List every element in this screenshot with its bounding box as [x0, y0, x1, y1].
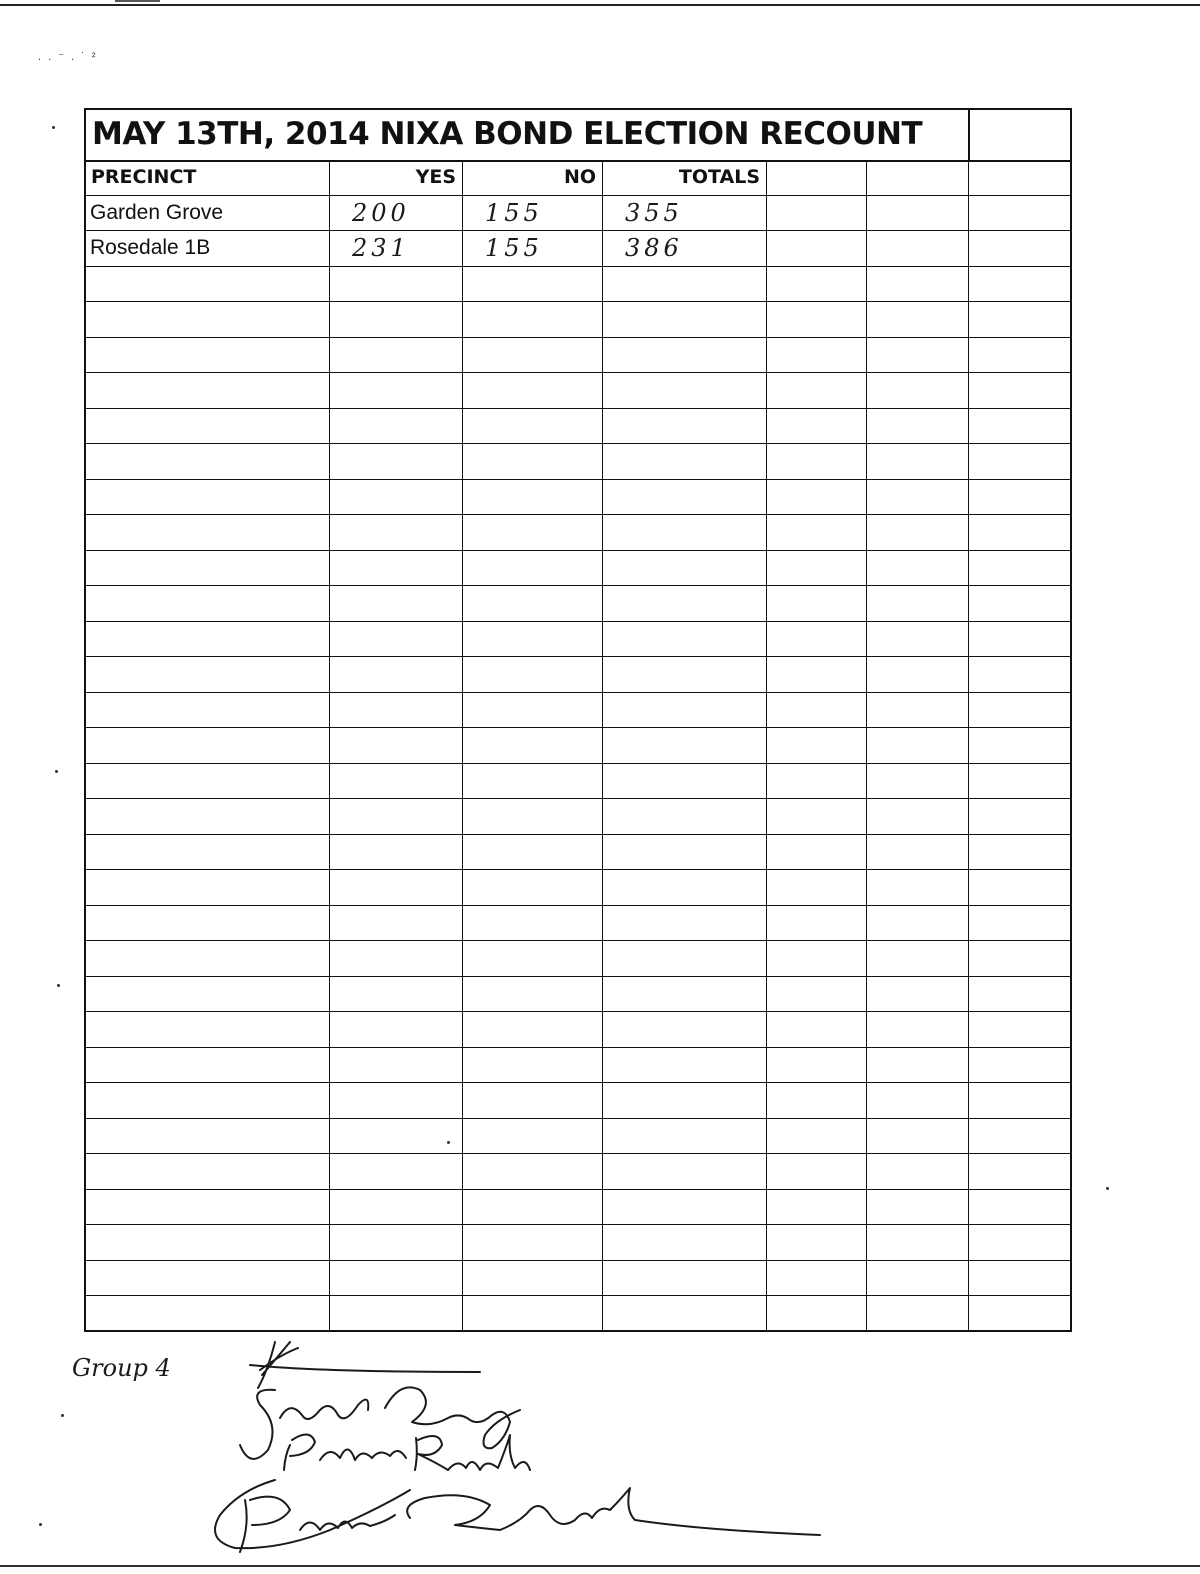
sheet-title: MAY 13TH, 2014 NIXA BOND ELECTION RECOUNT	[92, 116, 923, 152]
blank-cell	[330, 586, 463, 621]
blank-cell	[330, 835, 463, 870]
blank-cell	[969, 941, 1070, 976]
blank-cell	[463, 1154, 603, 1189]
blank-cell	[463, 515, 603, 550]
blank-cell	[867, 267, 969, 302]
blank-cell	[86, 1083, 330, 1118]
empty-table-row	[86, 906, 1070, 942]
blank-cell	[767, 1261, 867, 1296]
blank-cell	[463, 1296, 603, 1331]
blank-cell	[969, 267, 1070, 302]
blank-cell	[463, 1261, 603, 1296]
empty-table-row	[86, 267, 1070, 303]
column-header-no: NO	[463, 160, 603, 195]
total-count-cell: 355	[603, 196, 767, 231]
blank-cell	[969, 231, 1070, 266]
blank-cell	[603, 1154, 767, 1189]
empty-table-row	[86, 870, 1070, 906]
blank-cell	[867, 480, 969, 515]
blank-cell	[969, 1119, 1070, 1154]
empty-table-row	[86, 693, 1070, 729]
blank-cell	[867, 1261, 969, 1296]
blank-cell	[867, 586, 969, 621]
blank-cell	[330, 870, 463, 905]
initials-mark	[250, 1342, 480, 1388]
blank-cell	[463, 338, 603, 373]
empty-table-row	[86, 373, 1070, 409]
blank-cell	[969, 693, 1070, 728]
signature-patrick-rush	[284, 1434, 530, 1470]
blank-cell	[86, 444, 330, 479]
blank-cell	[330, 338, 463, 373]
recount-tally-sheet	[84, 108, 1072, 1332]
empty-table-row	[86, 835, 1070, 871]
empty-table-row	[86, 409, 1070, 445]
column-header-totals: TOTALS	[603, 160, 767, 195]
precinct-cell: Garden Grove	[86, 196, 330, 231]
blank-cell	[969, 728, 1070, 763]
blank-cell	[330, 1190, 463, 1225]
blank-cell	[767, 835, 867, 870]
empty-table-row	[86, 657, 1070, 693]
blank-cell	[867, 231, 969, 266]
blank-cell	[969, 1048, 1070, 1083]
empty-table-row	[86, 1190, 1070, 1226]
blank-cell	[463, 1119, 603, 1154]
blank-cell	[969, 338, 1070, 373]
blank-cell	[969, 1190, 1070, 1225]
blank-cell	[330, 409, 463, 444]
blank-cell	[767, 799, 867, 834]
blank-cell	[867, 1012, 969, 1047]
blank-cell	[767, 1190, 867, 1225]
blank-cell	[867, 373, 969, 408]
blank-cell	[603, 906, 767, 941]
blank-cell	[463, 1083, 603, 1118]
blank-cell	[463, 1225, 603, 1260]
empty-table-row	[86, 551, 1070, 587]
blank-cell	[767, 1048, 867, 1083]
blank-cell	[969, 1012, 1070, 1047]
blank-cell	[86, 728, 330, 763]
blank-cell	[86, 267, 330, 302]
blank-cell	[86, 1048, 330, 1083]
blank-cell	[767, 941, 867, 976]
blank-cell	[603, 444, 767, 479]
empty-table-row	[86, 444, 1070, 480]
column-header-precinct: PRECINCT	[86, 160, 330, 195]
blank-cell	[86, 906, 330, 941]
blank-cell	[463, 1190, 603, 1225]
blank-cell	[86, 941, 330, 976]
blank-header-cell	[867, 160, 969, 195]
blank-cell	[969, 409, 1070, 444]
blank-cell	[86, 302, 330, 337]
blank-cell	[867, 835, 969, 870]
blank-cell	[767, 728, 867, 763]
empty-table-row	[86, 1154, 1070, 1190]
blank-cell	[767, 196, 867, 231]
blank-cell	[463, 657, 603, 692]
blank-cell	[603, 977, 767, 1012]
blank-cell	[463, 693, 603, 728]
blank-cell	[969, 444, 1070, 479]
empty-table-row	[86, 302, 1070, 338]
blank-cell	[463, 1048, 603, 1083]
group-note: Group 4	[72, 1354, 171, 1382]
blank-cell	[603, 1119, 767, 1154]
blank-cell	[86, 1119, 330, 1154]
blank-cell	[867, 302, 969, 337]
blank-cell	[867, 1190, 969, 1225]
blank-cell	[330, 1048, 463, 1083]
blank-cell	[867, 657, 969, 692]
blank-cell	[330, 941, 463, 976]
blank-cell	[603, 728, 767, 763]
blank-cell	[867, 764, 969, 799]
blank-cell	[86, 1154, 330, 1189]
blank-cell	[767, 657, 867, 692]
blank-cell	[767, 693, 867, 728]
blank-cell	[969, 1154, 1070, 1189]
empty-table-row	[86, 1296, 1070, 1332]
blank-cell	[463, 267, 603, 302]
tally-grid	[86, 160, 1070, 1330]
blank-cell	[767, 373, 867, 408]
blank-cell	[86, 799, 330, 834]
blank-cell	[969, 657, 1070, 692]
blank-cell	[867, 906, 969, 941]
blank-cell	[603, 1225, 767, 1260]
blank-cell	[767, 586, 867, 621]
blank-cell	[867, 728, 969, 763]
blank-cell	[867, 338, 969, 373]
table-row	[86, 231, 1070, 267]
blank-cell	[603, 657, 767, 692]
blank-cell	[603, 409, 767, 444]
blank-cell	[867, 1048, 969, 1083]
blank-cell	[330, 764, 463, 799]
blank-header-cell	[969, 160, 1070, 195]
blank-cell	[86, 1296, 330, 1331]
no-count-cell: 155	[463, 231, 603, 266]
table-row	[86, 196, 1070, 232]
empty-table-row	[86, 586, 1070, 622]
blank-cell	[330, 1083, 463, 1118]
blank-cell	[330, 1119, 463, 1154]
signature-jackie-perry	[240, 1387, 520, 1459]
blank-cell	[463, 480, 603, 515]
blank-cell	[86, 1190, 330, 1225]
yes-count-cell: 231	[330, 231, 463, 266]
blank-cell	[767, 231, 867, 266]
scan-speck	[39, 1523, 42, 1526]
blank-cell	[969, 196, 1070, 231]
blank-cell	[969, 870, 1070, 905]
precinct-cell: Rosedale 1B	[86, 231, 330, 266]
blank-cell	[463, 764, 603, 799]
blank-cell	[867, 977, 969, 1012]
empty-table-row	[86, 622, 1070, 658]
blank-cell	[603, 693, 767, 728]
blank-cell	[767, 977, 867, 1012]
empty-table-row	[86, 1119, 1070, 1155]
blank-cell	[463, 728, 603, 763]
empty-table-row	[86, 728, 1070, 764]
blank-cell	[86, 586, 330, 621]
blank-cell	[603, 338, 767, 373]
blank-cell	[969, 622, 1070, 657]
blank-cell	[86, 1225, 330, 1260]
yes-count-cell: 200	[330, 196, 463, 231]
blank-cell	[867, 693, 969, 728]
blank-cell	[969, 302, 1070, 337]
empty-table-row	[86, 977, 1070, 1013]
scan-speck	[57, 984, 60, 987]
blank-cell	[767, 338, 867, 373]
header-row	[86, 160, 1070, 196]
blank-cell	[463, 551, 603, 586]
blank-cell	[867, 409, 969, 444]
blank-cell	[330, 515, 463, 550]
blank-cell	[603, 941, 767, 976]
blank-cell	[86, 657, 330, 692]
scan-speck	[1106, 1187, 1109, 1190]
blank-cell	[603, 1048, 767, 1083]
empty-table-row	[86, 1225, 1070, 1261]
blank-cell	[767, 551, 867, 586]
blank-cell	[603, 373, 767, 408]
blank-cell	[767, 870, 867, 905]
scan-speck	[61, 1414, 64, 1417]
top-smudge	[115, 0, 160, 2]
blank-cell	[767, 1012, 867, 1047]
blank-cell	[463, 373, 603, 408]
blank-cell	[463, 835, 603, 870]
blank-cell	[603, 267, 767, 302]
blank-cell	[603, 835, 767, 870]
blank-cell	[969, 1225, 1070, 1260]
blank-cell	[603, 515, 767, 550]
blank-cell	[330, 444, 463, 479]
blank-cell	[86, 835, 330, 870]
blank-cell	[86, 515, 330, 550]
blank-cell	[767, 480, 867, 515]
blank-cell	[767, 302, 867, 337]
blank-cell	[969, 515, 1070, 550]
blank-cell	[969, 1261, 1070, 1296]
blank-cell	[767, 1296, 867, 1331]
blank-cell	[767, 444, 867, 479]
blank-cell	[867, 1119, 969, 1154]
blank-cell	[86, 1012, 330, 1047]
blank-cell	[86, 480, 330, 515]
scan-speck	[52, 126, 55, 129]
blank-cell	[969, 799, 1070, 834]
blank-cell	[767, 764, 867, 799]
blank-cell	[330, 1261, 463, 1296]
blank-cell	[86, 338, 330, 373]
empty-table-row	[86, 1261, 1070, 1297]
blank-cell	[463, 409, 603, 444]
blank-cell	[767, 1225, 867, 1260]
blank-cell	[867, 444, 969, 479]
blank-cell	[330, 1012, 463, 1047]
blank-cell	[86, 870, 330, 905]
blank-cell	[969, 1083, 1070, 1118]
blank-cell	[330, 1296, 463, 1331]
blank-cell	[603, 551, 767, 586]
empty-table-row	[86, 515, 1070, 551]
blank-cell	[867, 1154, 969, 1189]
blank-cell	[463, 302, 603, 337]
blank-cell	[867, 551, 969, 586]
empty-table-row	[86, 480, 1070, 516]
empty-table-row	[86, 1083, 1070, 1119]
blank-cell	[867, 799, 969, 834]
blank-cell	[603, 302, 767, 337]
blank-cell	[330, 799, 463, 834]
blank-cell	[330, 657, 463, 692]
bottom-scan-line	[0, 1565, 1200, 1567]
blank-cell	[767, 1083, 867, 1118]
empty-table-row	[86, 1012, 1070, 1048]
blank-cell	[603, 799, 767, 834]
blank-cell	[86, 622, 330, 657]
blank-cell	[969, 586, 1070, 621]
blank-cell	[463, 444, 603, 479]
blank-cell	[969, 551, 1070, 586]
blank-cell	[867, 622, 969, 657]
blank-cell	[969, 906, 1070, 941]
blank-cell	[767, 1119, 867, 1154]
title-divider	[968, 110, 970, 160]
total-count-cell: 386	[603, 231, 767, 266]
blank-cell	[603, 1012, 767, 1047]
blank-cell	[463, 870, 603, 905]
blank-cell	[969, 373, 1070, 408]
signature-patricia-rush	[215, 1480, 820, 1552]
blank-cell	[603, 1261, 767, 1296]
blank-cell	[86, 1261, 330, 1296]
blank-cell	[86, 409, 330, 444]
blank-cell	[603, 764, 767, 799]
blank-cell	[867, 1296, 969, 1331]
blank-cell	[603, 1190, 767, 1225]
blank-cell	[86, 977, 330, 1012]
empty-table-row	[86, 799, 1070, 835]
blank-cell	[969, 835, 1070, 870]
blank-cell	[463, 622, 603, 657]
blank-cell	[603, 1296, 767, 1331]
blank-cell	[86, 373, 330, 408]
blank-cell	[86, 764, 330, 799]
empty-table-row	[86, 941, 1070, 977]
blank-cell	[463, 799, 603, 834]
blank-cell	[603, 1083, 767, 1118]
blank-cell	[767, 906, 867, 941]
blank-cell	[330, 1225, 463, 1260]
blank-cell	[767, 267, 867, 302]
blank-cell	[330, 373, 463, 408]
no-count-cell: 155	[463, 196, 603, 231]
blank-cell	[330, 906, 463, 941]
blank-cell	[330, 622, 463, 657]
blank-cell	[463, 906, 603, 941]
blank-cell	[463, 941, 603, 976]
blank-cell	[767, 409, 867, 444]
blank-cell	[867, 1083, 969, 1118]
blank-cell	[969, 1296, 1070, 1331]
blank-cell	[603, 870, 767, 905]
blank-cell	[969, 977, 1070, 1012]
blank-cell	[767, 622, 867, 657]
blank-cell	[463, 586, 603, 621]
blank-cell	[603, 586, 767, 621]
top-scan-line	[0, 4, 1200, 6]
blank-cell	[463, 977, 603, 1012]
empty-table-row	[86, 338, 1070, 374]
empty-table-row	[86, 1048, 1070, 1084]
blank-cell	[767, 515, 867, 550]
blank-cell	[330, 480, 463, 515]
blank-cell	[330, 302, 463, 337]
blank-cell	[330, 728, 463, 763]
blank-cell	[330, 1154, 463, 1189]
blank-cell	[603, 480, 767, 515]
blank-cell	[867, 515, 969, 550]
blank-cell	[867, 941, 969, 976]
corner-scan-marks: . . ⁻ . ˙ ²	[38, 51, 98, 63]
blank-cell	[330, 977, 463, 1012]
blank-cell	[330, 551, 463, 586]
blank-header-cell	[767, 160, 867, 195]
blank-cell	[867, 870, 969, 905]
blank-cell	[86, 551, 330, 586]
title-row	[86, 110, 1070, 162]
blank-cell	[463, 1012, 603, 1047]
blank-cell	[969, 764, 1070, 799]
blank-cell	[767, 1154, 867, 1189]
blank-cell	[86, 693, 330, 728]
blank-cell	[603, 622, 767, 657]
blank-cell	[867, 1225, 969, 1260]
blank-cell	[969, 480, 1070, 515]
blank-cell	[330, 693, 463, 728]
blank-cell	[867, 196, 969, 231]
column-header-yes: YES	[330, 160, 463, 195]
empty-table-row	[86, 764, 1070, 800]
blank-cell	[330, 267, 463, 302]
signatures-block	[180, 1330, 880, 1570]
scan-speck	[55, 770, 58, 773]
